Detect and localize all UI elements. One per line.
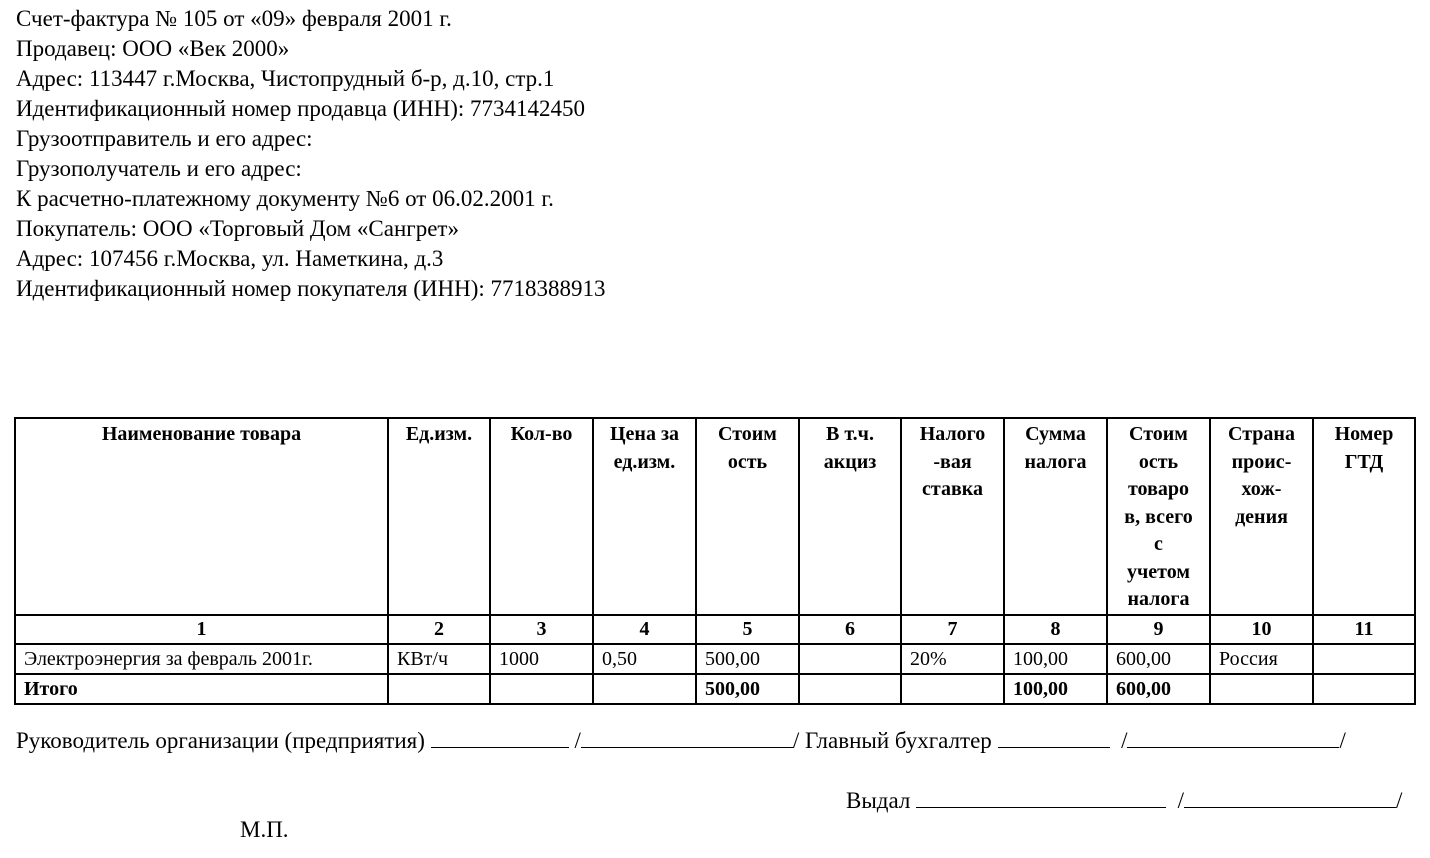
consignee: Грузополучатель и его адрес: bbox=[16, 156, 302, 181]
column-header-line: товаро bbox=[1128, 478, 1189, 500]
seller-inn: Идентификационный номер продавца (ИНН): 7734142450 bbox=[16, 96, 586, 121]
table-cell bbox=[799, 644, 901, 674]
table-cell: Россия bbox=[1210, 644, 1313, 674]
total-cell bbox=[799, 674, 901, 704]
stamp-place: М.П. bbox=[240, 817, 289, 842]
column-header-line: ед.изм. bbox=[613, 450, 676, 473]
table-cell: 20% bbox=[901, 644, 1004, 674]
table-cell: 600,00 bbox=[1107, 644, 1210, 674]
director-signature-blank bbox=[431, 727, 569, 748]
column-header-line: акциз bbox=[823, 450, 877, 473]
total-row bbox=[15, 674, 1415, 704]
table-header-row bbox=[15, 418, 1415, 615]
column-header bbox=[1107, 418, 1210, 615]
table-cell: 1000 bbox=[490, 644, 593, 674]
issued-name-blank bbox=[1184, 787, 1396, 808]
column-number: 8 bbox=[1004, 615, 1107, 644]
column-header bbox=[1004, 418, 1107, 615]
column-header-line: Страна bbox=[1228, 423, 1295, 445]
column-header-line: ГТД bbox=[1344, 450, 1384, 473]
invoice-title: Счет-фактура № 105 от «09» февраля 2001 г. bbox=[16, 6, 452, 31]
column-header-line: В т.ч. bbox=[826, 423, 874, 445]
column-number: 9 bbox=[1107, 615, 1210, 644]
accountant-name-blank bbox=[1127, 727, 1339, 748]
column-number: 6 bbox=[799, 615, 901, 644]
column-header-line: проис- bbox=[1231, 450, 1292, 473]
signature-line-2 bbox=[846, 787, 1402, 815]
invoice-table bbox=[14, 417, 1416, 705]
column-number: 2 bbox=[388, 615, 490, 644]
seller-address: Адрес: 113447 г.Москва, Чистопрудный б-р, д.10, стр.1 bbox=[16, 66, 555, 91]
shipper: Грузоотправитель и его адрес: bbox=[16, 126, 313, 151]
slash: / bbox=[1396, 788, 1403, 813]
column-header-line: налога bbox=[1127, 588, 1190, 610]
accountant-label: Главный бухгалтер bbox=[804, 728, 992, 753]
total-cell: 600,00 bbox=[1107, 674, 1210, 704]
column-number: 10 bbox=[1210, 615, 1313, 644]
column-header-line: в, всего bbox=[1124, 505, 1193, 528]
column-header bbox=[1313, 418, 1415, 615]
total-cell: 100,00 bbox=[1004, 674, 1107, 704]
director-name-blank bbox=[581, 727, 793, 748]
column-header-line: хож- bbox=[1241, 478, 1282, 500]
column-header-line: ставка bbox=[922, 478, 983, 500]
accountant-signature-blank bbox=[998, 727, 1110, 748]
column-header-line: -вая bbox=[933, 450, 972, 473]
column-header bbox=[490, 418, 593, 615]
column-header-line: учетом bbox=[1127, 560, 1190, 583]
column-number: 3 bbox=[490, 615, 593, 644]
buyer-inn: Идентификационный номер покупателя (ИНН): 7718388913 bbox=[16, 276, 606, 301]
total-cell: 500,00 bbox=[696, 674, 799, 704]
slash: / bbox=[574, 728, 581, 753]
table-cell: 500,00 bbox=[696, 644, 799, 674]
issued-label: Выдал bbox=[846, 788, 911, 813]
column-header bbox=[388, 418, 490, 615]
total-cell bbox=[593, 674, 696, 704]
table-cell: КВт/ч bbox=[388, 644, 490, 674]
buyer-address: Адрес: 107456 г.Москва, ул. Наметкина, д.3 bbox=[16, 246, 444, 271]
column-header bbox=[15, 418, 388, 615]
column-number: 7 bbox=[901, 615, 1004, 644]
column-header-line: Номер bbox=[1334, 423, 1394, 445]
column-header bbox=[1210, 418, 1313, 615]
column-number: 5 bbox=[696, 615, 799, 644]
signature-line-1 bbox=[16, 727, 1346, 755]
issued-signature-blank bbox=[916, 787, 1166, 808]
column-header-line: Налого bbox=[919, 423, 986, 445]
total-cell: Итого bbox=[15, 674, 388, 704]
slash: / bbox=[792, 728, 800, 753]
buyer: Покупатель: ООО «Торговый Дом «Сангрет» bbox=[16, 216, 459, 241]
table-cell bbox=[1313, 644, 1415, 674]
table-row bbox=[15, 644, 1415, 674]
invoice-header bbox=[16, 4, 606, 304]
table-cell: 0,50 bbox=[593, 644, 696, 674]
column-header-line: Цена за bbox=[610, 423, 679, 445]
column-header-line: налога bbox=[1024, 450, 1087, 473]
column-number: 1 bbox=[15, 615, 388, 644]
total-cell bbox=[901, 674, 1004, 704]
column-header-line: ость bbox=[727, 450, 768, 473]
director-label: Руководитель организации (предприятия) bbox=[16, 728, 425, 753]
table-cell: Электроэнергия за февраль 2001г. bbox=[15, 644, 388, 674]
column-number: 11 bbox=[1313, 615, 1415, 644]
column-header-line: Кол-во bbox=[510, 423, 573, 445]
slash: / bbox=[1177, 788, 1185, 813]
total-cell bbox=[1313, 674, 1415, 704]
slash: / bbox=[1339, 728, 1346, 753]
column-header-line: Сумма bbox=[1025, 423, 1086, 445]
column-header-line: дения bbox=[1235, 505, 1288, 528]
slash: / bbox=[1121, 728, 1128, 753]
table-cell: 100,00 bbox=[1004, 644, 1107, 674]
total-cell bbox=[490, 674, 593, 704]
payment-document: К расчетно-платежному документу №6 от 06.02.2001 г. bbox=[16, 186, 554, 211]
column-header bbox=[696, 418, 799, 615]
column-header-line: Стоим bbox=[718, 423, 777, 445]
column-header bbox=[901, 418, 1004, 615]
column-header-line: ость bbox=[1138, 450, 1179, 473]
column-number-row bbox=[15, 615, 1415, 644]
column-number: 4 bbox=[593, 615, 696, 644]
column-header-line: Стоим bbox=[1129, 423, 1188, 445]
column-header-line: с bbox=[1154, 533, 1163, 555]
column-header-line: Ед.изм. bbox=[405, 423, 473, 445]
column-header bbox=[799, 418, 901, 615]
column-header bbox=[593, 418, 696, 615]
total-cell bbox=[388, 674, 490, 704]
seller: Продавец: ООО «Век 2000» bbox=[16, 36, 290, 61]
total-cell bbox=[1210, 674, 1313, 704]
column-header-line: Наименование товара bbox=[101, 423, 302, 445]
